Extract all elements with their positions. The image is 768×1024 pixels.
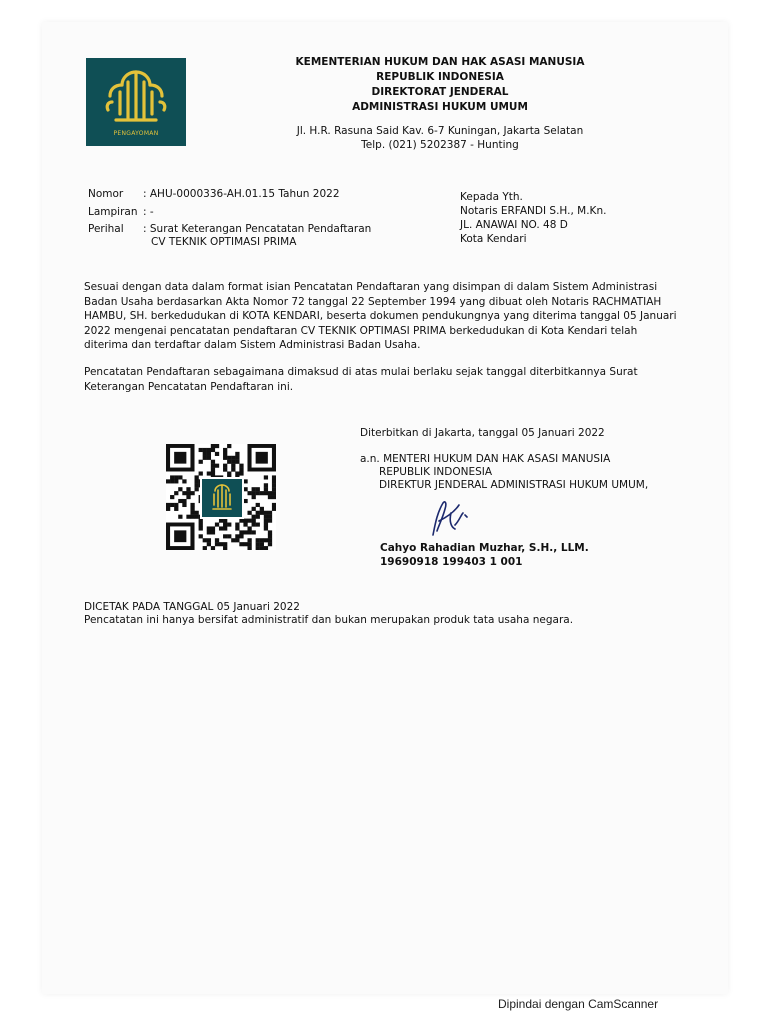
body-paragraph-1: Sesuai dengan data dalam format isian Pencatatan Pendaftaran yang disimpan di dalam Sistem Administrasi Badan Usaha berdasarkan Akta Nomor 72 tanggal 22 September 1994 yang dibuat oleh Notaris RACHMATIAH HAMBU, SH. berkedudukan di KOTA KENDARI, beserta dokumen pendukungnya yang diterima tanggal 05 Januari 2022 mengenai pencatatan pendaftaran CV TEKNIK OPTIMASI PRIMA berkedudukan di Kota Kendari telah diterima dan terdaftar dalam Sistem Administrasi Badan Usaha. xyxy=(84,281,677,352)
logo-label: PENGAYOMAN xyxy=(113,130,159,137)
republic-line: REPUBLIK INDONESIA xyxy=(379,466,493,478)
perihal-label: Perihal xyxy=(88,223,124,235)
republic-name: REPUBLIK INDONESIA xyxy=(376,71,504,83)
letterhead-title xyxy=(270,55,610,115)
signature-mark xyxy=(425,495,485,540)
recipient-address: JL. ANAWAI NO. 48 D xyxy=(460,219,568,231)
lampiran-label: Lampiran xyxy=(88,206,138,218)
ministry-name: KEMENTERIAN HUKUM DAN HAK ASASI MANUSIA xyxy=(295,56,585,68)
address-line: Jl. H.R. Rasuna Said Kav. 6-7 Kuningan, Jakarta Selatan xyxy=(296,125,584,137)
letterhead-address xyxy=(270,124,610,152)
recipient-salutation: Kepada Yth. xyxy=(460,191,523,203)
issued-line: Diterbitkan di Jakarta, tanggal 05 Januari 2022 xyxy=(360,427,605,439)
directorate-name: DIREKTORAT JENDERAL xyxy=(371,86,509,98)
qr-center-logo xyxy=(200,477,244,519)
lampiran-value: : - xyxy=(143,206,154,218)
recipient-city: Kota Kendari xyxy=(460,233,527,245)
signer-nip: 19690918 199403 1 001 xyxy=(380,556,523,568)
signer-name: Cahyo Rahadian Muzhar, S.H., LLM. xyxy=(380,542,589,554)
nomor-value: : AHU-0000336-AH.01.15 Tahun 2022 xyxy=(143,188,340,200)
document-page xyxy=(42,22,728,994)
director-line: DIREKTUR JENDERAL ADMINISTRASI HUKUM UMUM, xyxy=(379,479,649,491)
an-minister-line: a.n. MENTERI HUKUM DAN HAK ASASI MANUSIA xyxy=(360,453,611,465)
perihal-value-2: CV TEKNIK OPTIMASI PRIMA xyxy=(151,236,297,248)
nomor-label: Nomor xyxy=(88,188,124,200)
body-paragraph-2: Pencatatan Pendaftaran sebagaimana dimaksud di atas mulai berlaku sejak tanggal diterbitkannya Surat Keterangan Pencatatan Pendaftaran ini. xyxy=(84,366,638,393)
recipient-name: Notaris ERFANDI S.H., M.Kn. xyxy=(460,205,607,217)
pengayoman-small-icon xyxy=(202,479,242,517)
ministry-logo xyxy=(86,58,186,146)
camscanner-watermark: Dipindai dengan CamScanner xyxy=(498,997,659,1011)
phone-line: Telp. (021) 5202387 - Hunting xyxy=(361,139,519,151)
administration-name: ADMINISTRASI HUKUM UMUM xyxy=(352,101,528,113)
perihal-value-1: : Surat Keterangan Pencatatan Pendaftaran xyxy=(143,223,372,235)
printed-date: DICETAK PADA TANGGAL 05 Januari 2022 xyxy=(84,601,300,613)
administrative-note: Pencatatan ini hanya bersifat administratif dan bukan merupakan produk tata usaha negara. xyxy=(84,614,574,626)
